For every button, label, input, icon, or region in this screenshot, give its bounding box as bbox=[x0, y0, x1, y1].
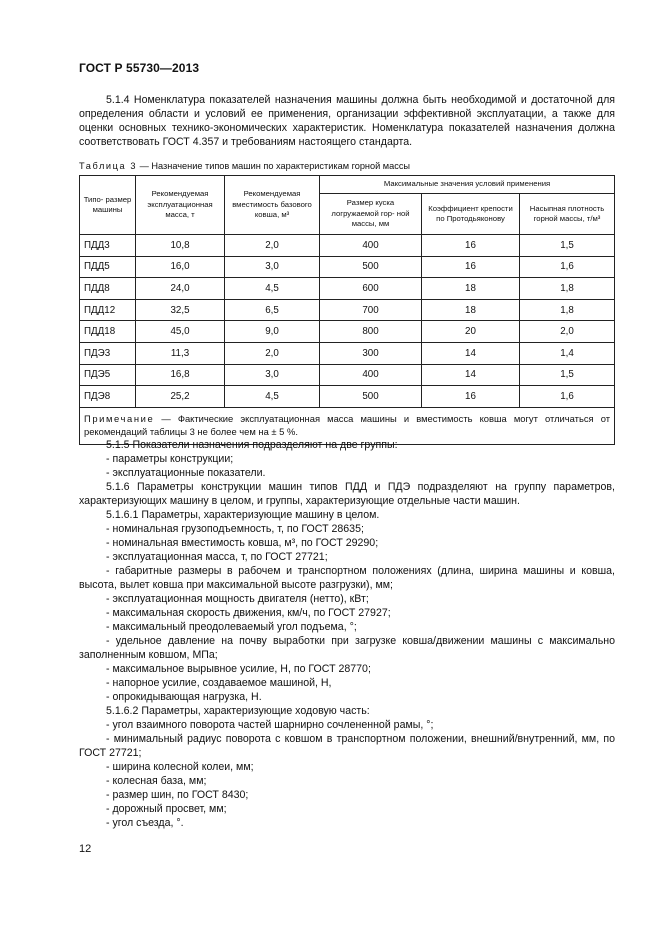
document-code: ГОСТ Р 55730—2013 bbox=[79, 61, 200, 75]
cell-capacity: 3,0 bbox=[225, 256, 320, 278]
text-line: 5.1.5 Показатели назначения подразделяют на две группы: bbox=[106, 439, 398, 451]
header-group: Максимальные значения условий применения bbox=[320, 176, 615, 194]
cell-lump: 400 bbox=[320, 364, 422, 386]
cell-hardness: 14 bbox=[422, 342, 520, 364]
table-row bbox=[80, 299, 615, 321]
text-line: - дорожный просвет, мм; bbox=[106, 803, 227, 815]
cell-capacity: 4,5 bbox=[225, 386, 320, 408]
paragraph-5-1-6: 5.1.6 Параметры конструкции машин типов ПДД и ПДЭ подразделяют на группу параметров, характеризующих машину в целом, и группы, характеризующие отдельные части машин. bbox=[79, 481, 615, 507]
note-text: — Фактические эксплуатационная масса машины и вместимость ковша могут отличаться от рекомендаций таблицы 3 не более чем на ± 5 %. bbox=[84, 412, 611, 438]
cell-type: ПДД18 bbox=[80, 321, 136, 343]
text-line: - параметры конструкции; bbox=[106, 453, 234, 465]
text-line: - эксплуатационная масса, т, по ГОСТ 27721; bbox=[106, 551, 328, 563]
cell-density: 1,4 bbox=[520, 342, 615, 364]
page-number: 12 bbox=[79, 843, 92, 855]
header-capacity: Рекомендуемая вместимость базового ковша, м³ bbox=[225, 176, 320, 235]
table-row bbox=[80, 342, 615, 364]
text-line: - угол взаимного поворота частей шарнирно сочлененной рамы, °; bbox=[106, 719, 434, 731]
table-row bbox=[80, 386, 615, 408]
text-line: 5.1.6.2 Параметры, характеризующие ходовую часть: bbox=[106, 705, 370, 717]
cell-capacity: 4,5 bbox=[225, 278, 320, 300]
cell-type: ПДЭ5 bbox=[80, 364, 136, 386]
cell-lump: 700 bbox=[320, 299, 422, 321]
cell-capacity: 3,0 bbox=[225, 364, 320, 386]
cell-hardness: 14 bbox=[422, 364, 520, 386]
text-line: - максимальное вырывное усилие, Н, по ГОСТ 28770; bbox=[106, 663, 371, 675]
table-row bbox=[80, 364, 615, 386]
cell-mass: 16,8 bbox=[136, 364, 225, 386]
cell-mass: 25,2 bbox=[136, 386, 225, 408]
text-line: - эксплуатационная мощность двигателя (нетто), кВт; bbox=[106, 593, 369, 605]
cell-type: ПДД5 bbox=[80, 256, 136, 278]
cell-lump: 600 bbox=[320, 278, 422, 300]
text-line: - размер шин, по ГОСТ 8430; bbox=[106, 789, 249, 801]
cell-mass: 24,0 bbox=[136, 278, 225, 300]
cell-type: ПДЭ8 bbox=[80, 386, 136, 408]
cell-density: 1,6 bbox=[520, 386, 615, 408]
text-line: - эксплуатационные показатели. bbox=[106, 467, 266, 479]
text-line: - ширина колесной колеи, мм; bbox=[106, 761, 254, 773]
cell-hardness: 18 bbox=[422, 278, 520, 300]
header-mass: Рекомендуемая эксплуатационная масса, т bbox=[136, 176, 225, 235]
cell-density: 1,8 bbox=[520, 278, 615, 300]
text-line: - колесная база, мм; bbox=[106, 775, 207, 787]
text-line: - номинальная грузоподъемность, т, по ГОСТ 28635; bbox=[106, 523, 364, 535]
cell-lump: 500 bbox=[320, 386, 422, 408]
text-line: - максимальный преодолеваемый угол подъема, °; bbox=[106, 621, 357, 633]
header-density: Насыпная плотность горной массы, т/м³ bbox=[520, 194, 615, 235]
cell-mass: 16,0 bbox=[136, 256, 225, 278]
paragraph-dimensions: - габаритные размеры в рабочем и транспортном положениях (длина, ширина машины и ковша, высота, вылет ковша при максимальной высоте разгрузки), мм; bbox=[79, 565, 615, 591]
header-type: Типо- размер машины bbox=[80, 176, 136, 235]
cell-mass: 11,3 bbox=[136, 342, 225, 364]
cell-mass: 32,5 bbox=[136, 299, 225, 321]
table-caption-text: — Назначение типов машин по характеристикам горной массы bbox=[137, 161, 411, 171]
cell-type: ПДЭ3 bbox=[80, 342, 136, 364]
table-caption-label: Таблица 3 bbox=[79, 161, 138, 171]
header-lump: Размер куска логружаемой гор- ной массы, мм bbox=[320, 194, 422, 235]
machine-types-table bbox=[79, 175, 615, 445]
cell-hardness: 16 bbox=[422, 256, 520, 278]
cell-type: ПДД3 bbox=[80, 235, 136, 257]
cell-density: 2,0 bbox=[520, 321, 615, 343]
cell-density: 1,8 bbox=[520, 299, 615, 321]
cell-hardness: 20 bbox=[422, 321, 520, 343]
text-line: 5.1.6.1 Параметры, характеризующие машину в целом. bbox=[106, 509, 380, 521]
cell-lump: 500 bbox=[320, 256, 422, 278]
table-row bbox=[80, 235, 615, 257]
cell-capacity: 2,0 bbox=[225, 235, 320, 257]
note-label: Примечание bbox=[84, 412, 155, 424]
cell-density: 1,5 bbox=[520, 364, 615, 386]
cell-lump: 800 bbox=[320, 321, 422, 343]
table-row bbox=[80, 321, 615, 343]
text-line: - угол съезда, °. bbox=[106, 817, 184, 829]
text-line: - напорное усилие, создаваемое машиной, Н, bbox=[106, 677, 332, 689]
cell-density: 1,6 bbox=[520, 256, 615, 278]
cell-capacity: 2,0 bbox=[225, 342, 320, 364]
cell-mass: 45,0 bbox=[136, 321, 225, 343]
table-caption bbox=[79, 160, 619, 172]
table-row bbox=[80, 278, 615, 300]
cell-lump: 300 bbox=[320, 342, 422, 364]
paragraph-turn-radius: - минимальный радиус поворота с ковшом в транспортном положении, внешний/внутренний, мм, по ГОСТ 27721; bbox=[79, 733, 615, 759]
text-line: - номинальная вместимость ковша, м³, по ГОСТ 29290; bbox=[106, 537, 379, 549]
paragraph-5-1-4: 5.1.4 Номенклатура показателей назначения машины должна быть необходимой и достаточной для определения области и условий ее применения, организации эффективной эксплуатации, а также для оценки основных технико-экономических характеристик. Номенклатура показателей назначения должна соответствовать ГОСТ 4.357 и требованиям настоящего стандарта. bbox=[79, 94, 615, 148]
cell-hardness: 18 bbox=[422, 299, 520, 321]
cell-capacity: 6,5 bbox=[225, 299, 320, 321]
cell-hardness: 16 bbox=[422, 386, 520, 408]
header-hardness: Коэффициент крепости по Протодьяконову bbox=[422, 194, 520, 235]
cell-capacity: 9,0 bbox=[225, 321, 320, 343]
paragraph-pressure: - удельное давление на почву выработки при загрузке ковша/движении машины с максимально заполненным ковшом, МПа; bbox=[79, 635, 615, 661]
cell-type: ПДД8 bbox=[80, 278, 136, 300]
text-line: - максимальная скорость движения, км/ч, по ГОСТ 27927; bbox=[106, 607, 391, 619]
cell-density: 1,5 bbox=[520, 235, 615, 257]
cell-mass: 10,8 bbox=[136, 235, 225, 257]
text-line: - опрокидывающая нагрузка, Н. bbox=[106, 691, 262, 703]
cell-lump: 400 bbox=[320, 235, 422, 257]
cell-type: ПДД12 bbox=[80, 299, 136, 321]
table-row bbox=[80, 256, 615, 278]
cell-hardness: 16 bbox=[422, 235, 520, 257]
